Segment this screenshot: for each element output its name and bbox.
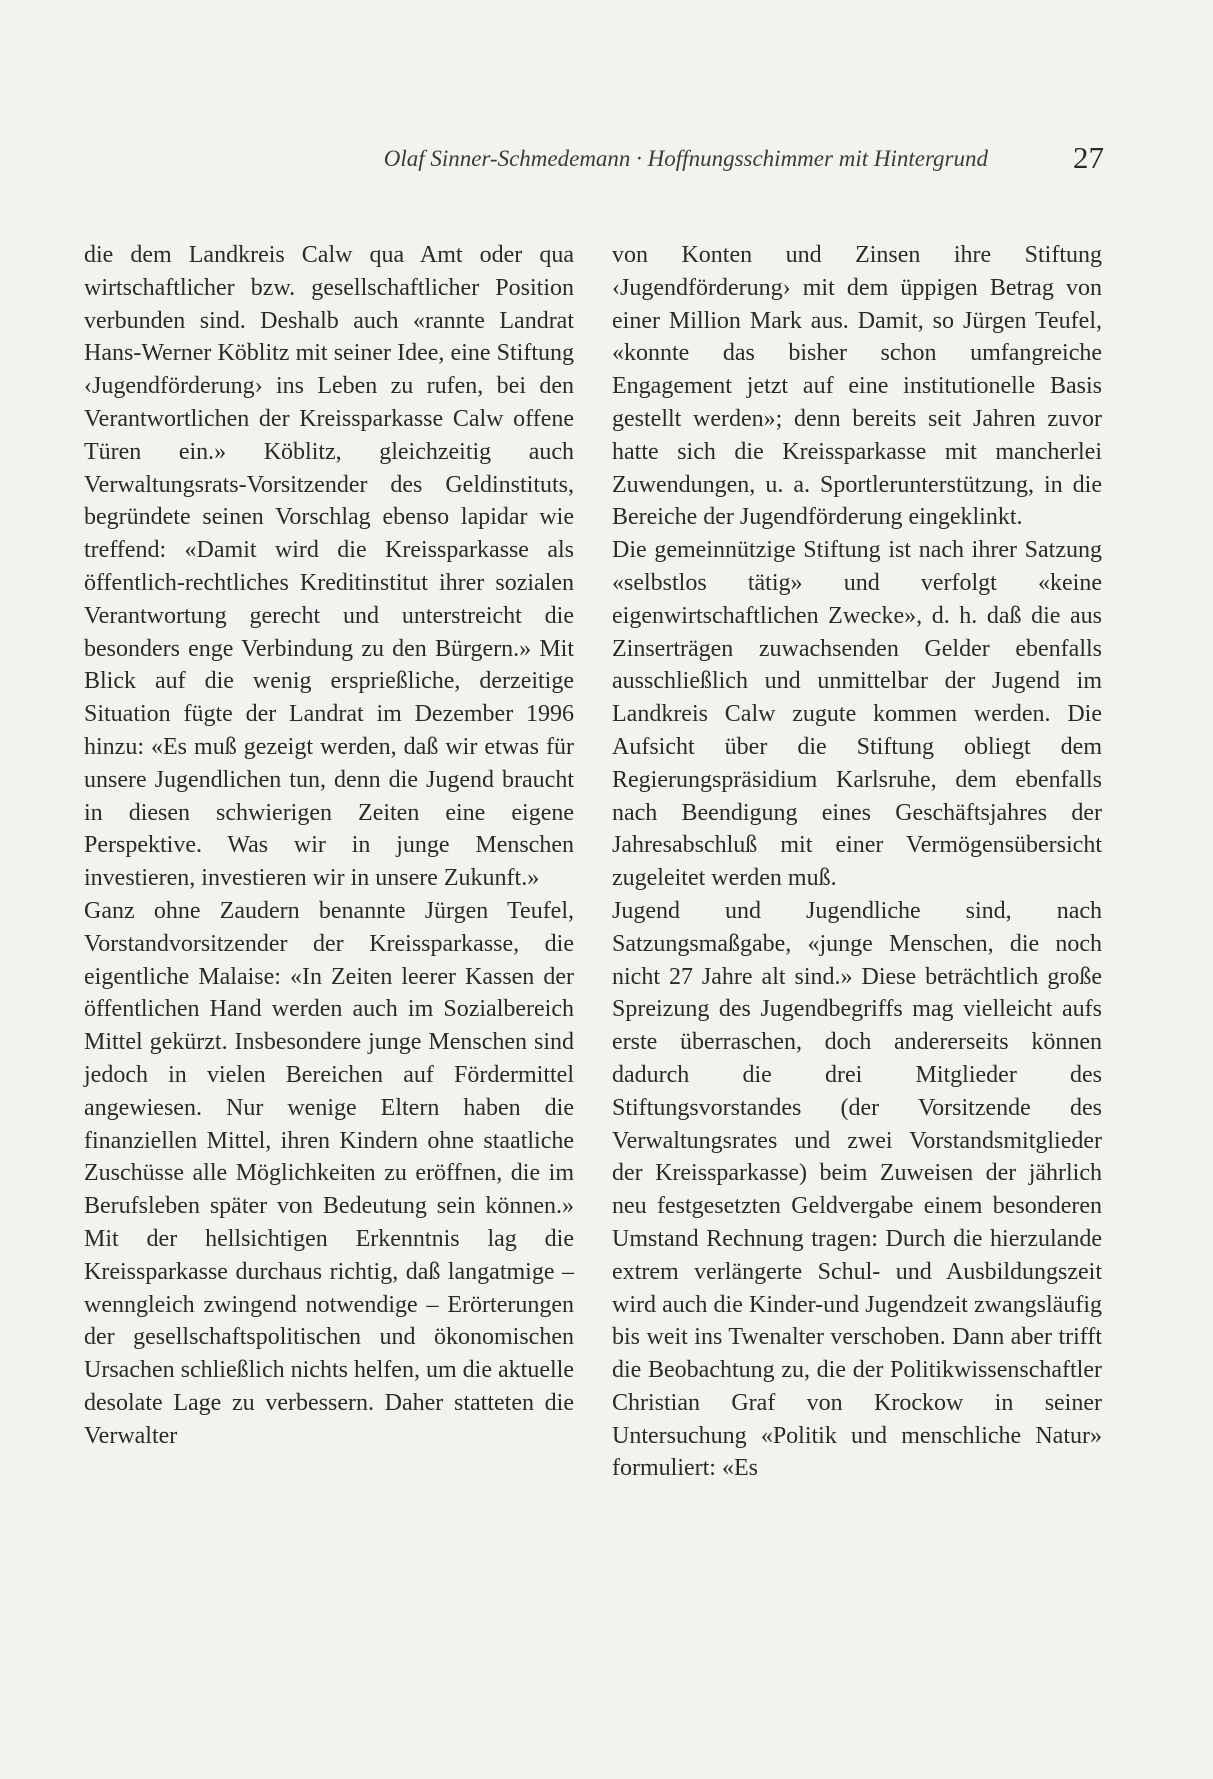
paragraph: von Konten und Zinsen ihre Stiftung ‹Jugendförderung› mit dem üppigen Betrag von einer Million Mark aus. Damit, so Jürgen Teufel, «konnte das bisher schon umfangreiche Engagement jetzt auf eine institutionelle Basis gestellt werden»; denn bereits seit Jahren zuvor hatte sich die Kreissparkasse mit mancherlei Zuwendungen, u. a. Sportlerunterstützung, in die Bereiche der Jugendförderung eingeklinkt. xyxy=(612,242,1102,531)
text-column-right xyxy=(612,239,1102,1485)
text-column-left xyxy=(84,239,574,1452)
running-title: Olaf Sinner-Schmedemann · Hoffnungsschimmer mit Hintergrund xyxy=(383,146,988,171)
running-head xyxy=(84,140,1104,180)
paragraph: die dem Landkreis Calw qua Amt oder qua wirtschaftlicher bzw. gesellschaftlicher Position verbunden sind. Deshalb auch «rannte Landrat Hans-Werner Köblitz mit seiner Idee, eine Stiftung ‹Jugendförderung› ins Leben zu rufen, bei den Verantwortlichen der Kreissparkasse Calw offene Türen ein.» Köblitz, gleichzeitig auch Verwaltungsrats-Vorsitzender des Geldinstituts, begründete seinen Vorschlag ebenso lapidar wie treffend: «Damit wird die Kreissparkasse als öffentlich-rechtliches Kreditinstitut ihrer sozialen Verantwortung gerecht und unterstreicht die besonders enge Verbindung zu den Bürgern.» Mit Blick auf die wenig ersprießliche, derzeitige Situation fügte der Landrat im Dezember 1996 hinzu: «Es muß gezeigt werden, daß wir etwas für unsere Jugendlichen tun, denn die Jugend braucht in diesen schwierigen Zeiten eine eigene Perspektive. Was wir in junge Menschen investieren, investieren wir in unsere Zukunft.» xyxy=(84,242,574,892)
page-number: 27 xyxy=(1073,140,1104,175)
paragraph: Jugend und Jugendliche sind, nach Satzungsmaßgabe, «junge Menschen, die noch nicht 27 Jahre alt sind.» Diese beträchtlich große Spreizung des Jugendbegriffs mag vielleicht aufs erste überraschen, doch andererseits können dadurch die drei Mitglieder des Stiftungsvorstandes (der Vorsitzende des Verwaltungsrates und zwei Vorstandsmitglieder der Kreissparkasse) beim Zuweisen der jährlich neu festgesetzten Geldvergabe einem besonderen Umstand Rechnung tragen: Durch die hierzulande extrem verlängerte Schul- und Ausbildungszeit wird auch die Kinder-und Jugendzeit zwangsläufig bis weit ins Twenalter verschoben. Dann aber trifft die Beobachtung zu, die der Politikwissenschaftler Christian Graf von Krockow in seiner Untersuchung «Politik und menschliche Natur» formuliert: «Es xyxy=(612,897,1102,1482)
paragraph: Die gemeinnützige Stiftung ist nach ihrer Satzung «selbstlos tätig» und verfolgt «keine eigenwirtschaftlichen Zwecke», d. h. daß die aus Zinserträgen zuwachsenden Gelder ebenfalls ausschließlich und unmittelbar der Jugend im Landkreis Calw zugute kommen werden. Die Aufsicht über die Stiftung obliegt dem Regierungspräsidium Karlsruhe, dem ebenfalls nach Beendigung eines Geschäftsjahres der Jahresabschluß mit einer Vermögensübersicht zugeleitet werden muß. xyxy=(612,537,1102,892)
paragraph: Ganz ohne Zaudern benannte Jürgen Teufel, Vorstandvorsitzender der Kreissparkasse, die eigentliche Malaise: «In Zeiten leerer Kassen der öffentlichen Hand werden auch im Sozialbereich Mittel gekürzt. Insbesondere junge Menschen sind jedoch in vielen Bereichen auf Fördermittel angewiesen. Nur wenige Eltern haben die finanziellen Mittel, ihren Kindern ohne staatliche Zuschüsse alle Möglichkeiten zu eröffnen, die im Berufsleben später von Bedeutung sein können.» Mit der hellsichtigen Erkenntnis lag die Kreissparkasse durchaus richtig, daß langatmige – wenngleich zwingend notwendige – Erörterungen der gesellschaftspolitischen und ökonomischen Ursachen schließlich nichts helfen, um die aktuelle desolate Lage zu verbessern. Daher statteten die Verwalter xyxy=(84,897,574,1449)
